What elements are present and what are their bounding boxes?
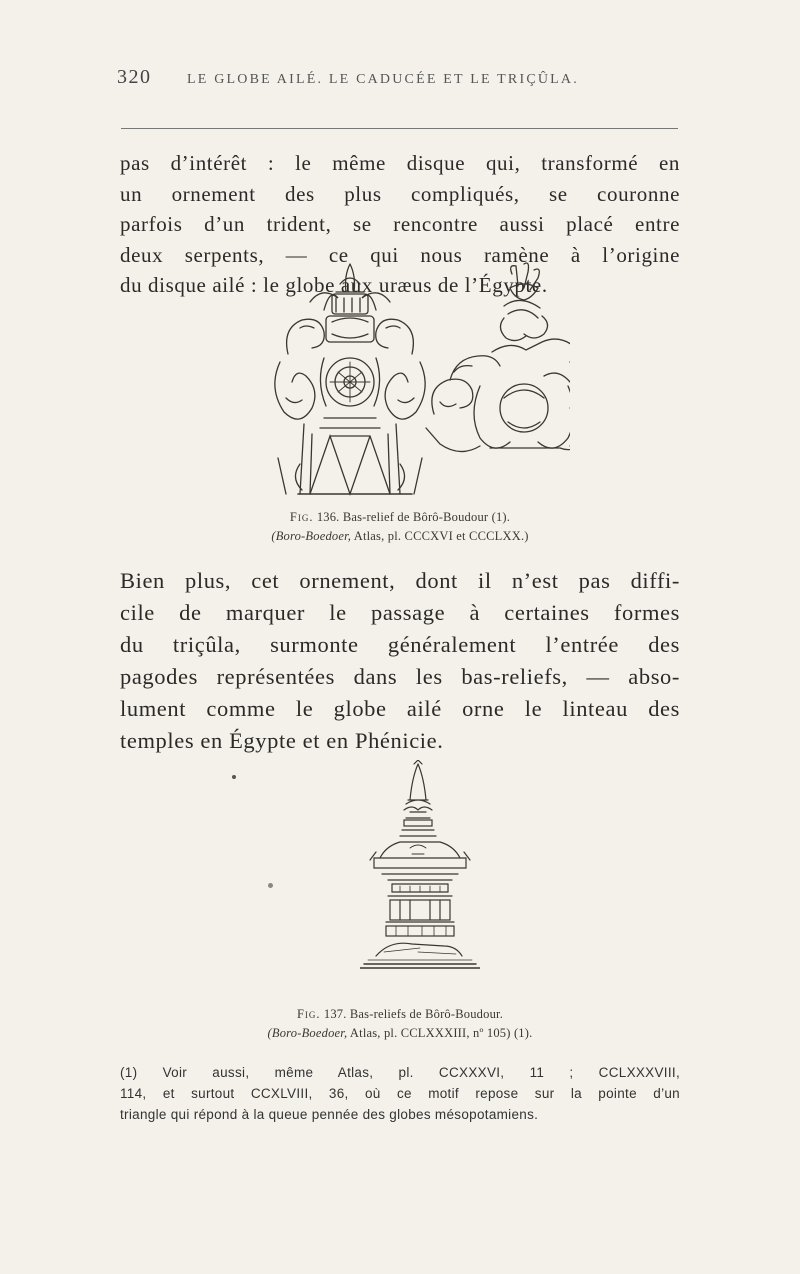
- paragraph-line: parfois d’un trident, se rencontre aussi placé entre: [120, 212, 680, 236]
- figure-number: 136.: [316, 510, 340, 524]
- figure-136-caption-line-2: [120, 527, 680, 546]
- paragraph-line: un ornement des plus compliqués, se couronne: [120, 181, 680, 206]
- paragraph-line: du triçûla, surmonte généralement l’entrée des: [120, 632, 680, 657]
- source-title: (Boro-Boedoer,: [267, 1026, 348, 1040]
- figure-title: Bas-reliefs de Bôrô-Boudour.: [349, 1007, 504, 1021]
- figure-137-caption-line-1: [120, 1005, 680, 1024]
- paragraph-line: temples en Égypte et en Phénicie.: [120, 728, 444, 753]
- source-title: (Boro-Boedoer,: [271, 529, 352, 543]
- source-reference: Atlas, pl. CCLXXXIII, nº 105) (1).: [349, 1026, 533, 1040]
- paragraph-line: deux serpents, — ce qui nous ramène à l’origine: [120, 242, 680, 267]
- source-reference: Atlas, pl. CCCXVI et CCCLXX.): [353, 529, 529, 543]
- ornament-left: [275, 264, 425, 494]
- figure-137-caption: [120, 1005, 680, 1043]
- running-title: LE GLOBE AILÉ. LE CADUCÉE ET LE TRIÇÛLA.: [187, 72, 579, 87]
- paragraph-line: lument comme le globe ailé orne le linteau des: [120, 696, 680, 721]
- header-rule: [121, 128, 678, 129]
- figure-label: Fig.: [289, 510, 314, 524]
- figure-136-caption: [120, 508, 680, 546]
- figure-136-caption-line-1: [120, 508, 680, 527]
- footnote: [120, 1062, 680, 1125]
- paragraph-2: [120, 565, 680, 757]
- figure-136-illustration: [240, 258, 570, 510]
- figure-137-caption-line-2: [120, 1024, 680, 1043]
- figure-number: 137.: [323, 1007, 347, 1021]
- paragraph-line: pas d’intérêt : le même disque qui, transformé en: [120, 151, 680, 175]
- paragraph-line: Bien plus, cet ornement, dont il n’est pas diffi-: [120, 568, 680, 593]
- page-number: 320: [117, 66, 152, 88]
- footnote-line: triangle qui répond à la queue pennée des globes mésopotamiens.: [120, 1107, 539, 1122]
- figure-137-illustration: [360, 760, 480, 972]
- footnote-line: (1) Voir aussi, même Atlas, pl. CCXXXVI, 11 ; CCLXXXVIII,: [120, 1065, 680, 1080]
- footnote-line: 114, et surtout CCXLVIII, 36, où ce motif repose sur la pointe d’un: [120, 1086, 680, 1101]
- figure-label: Fig.: [296, 1007, 321, 1021]
- print-speck: [268, 883, 273, 888]
- ornament-right: [426, 263, 570, 452]
- paragraph-line: pagodes représentées dans les bas-reliefs, — abso-: [120, 664, 680, 689]
- paragraph-line: cile de marquer le passage à certaines formes: [120, 600, 680, 625]
- figure-title: Bas-relief de Bôrô-Boudour (1).: [342, 510, 511, 524]
- print-speck: [232, 775, 236, 779]
- paragraph-line: du disque ailé : le globe aux uræus de l’Égypte.: [120, 273, 548, 297]
- running-head: [117, 66, 677, 89]
